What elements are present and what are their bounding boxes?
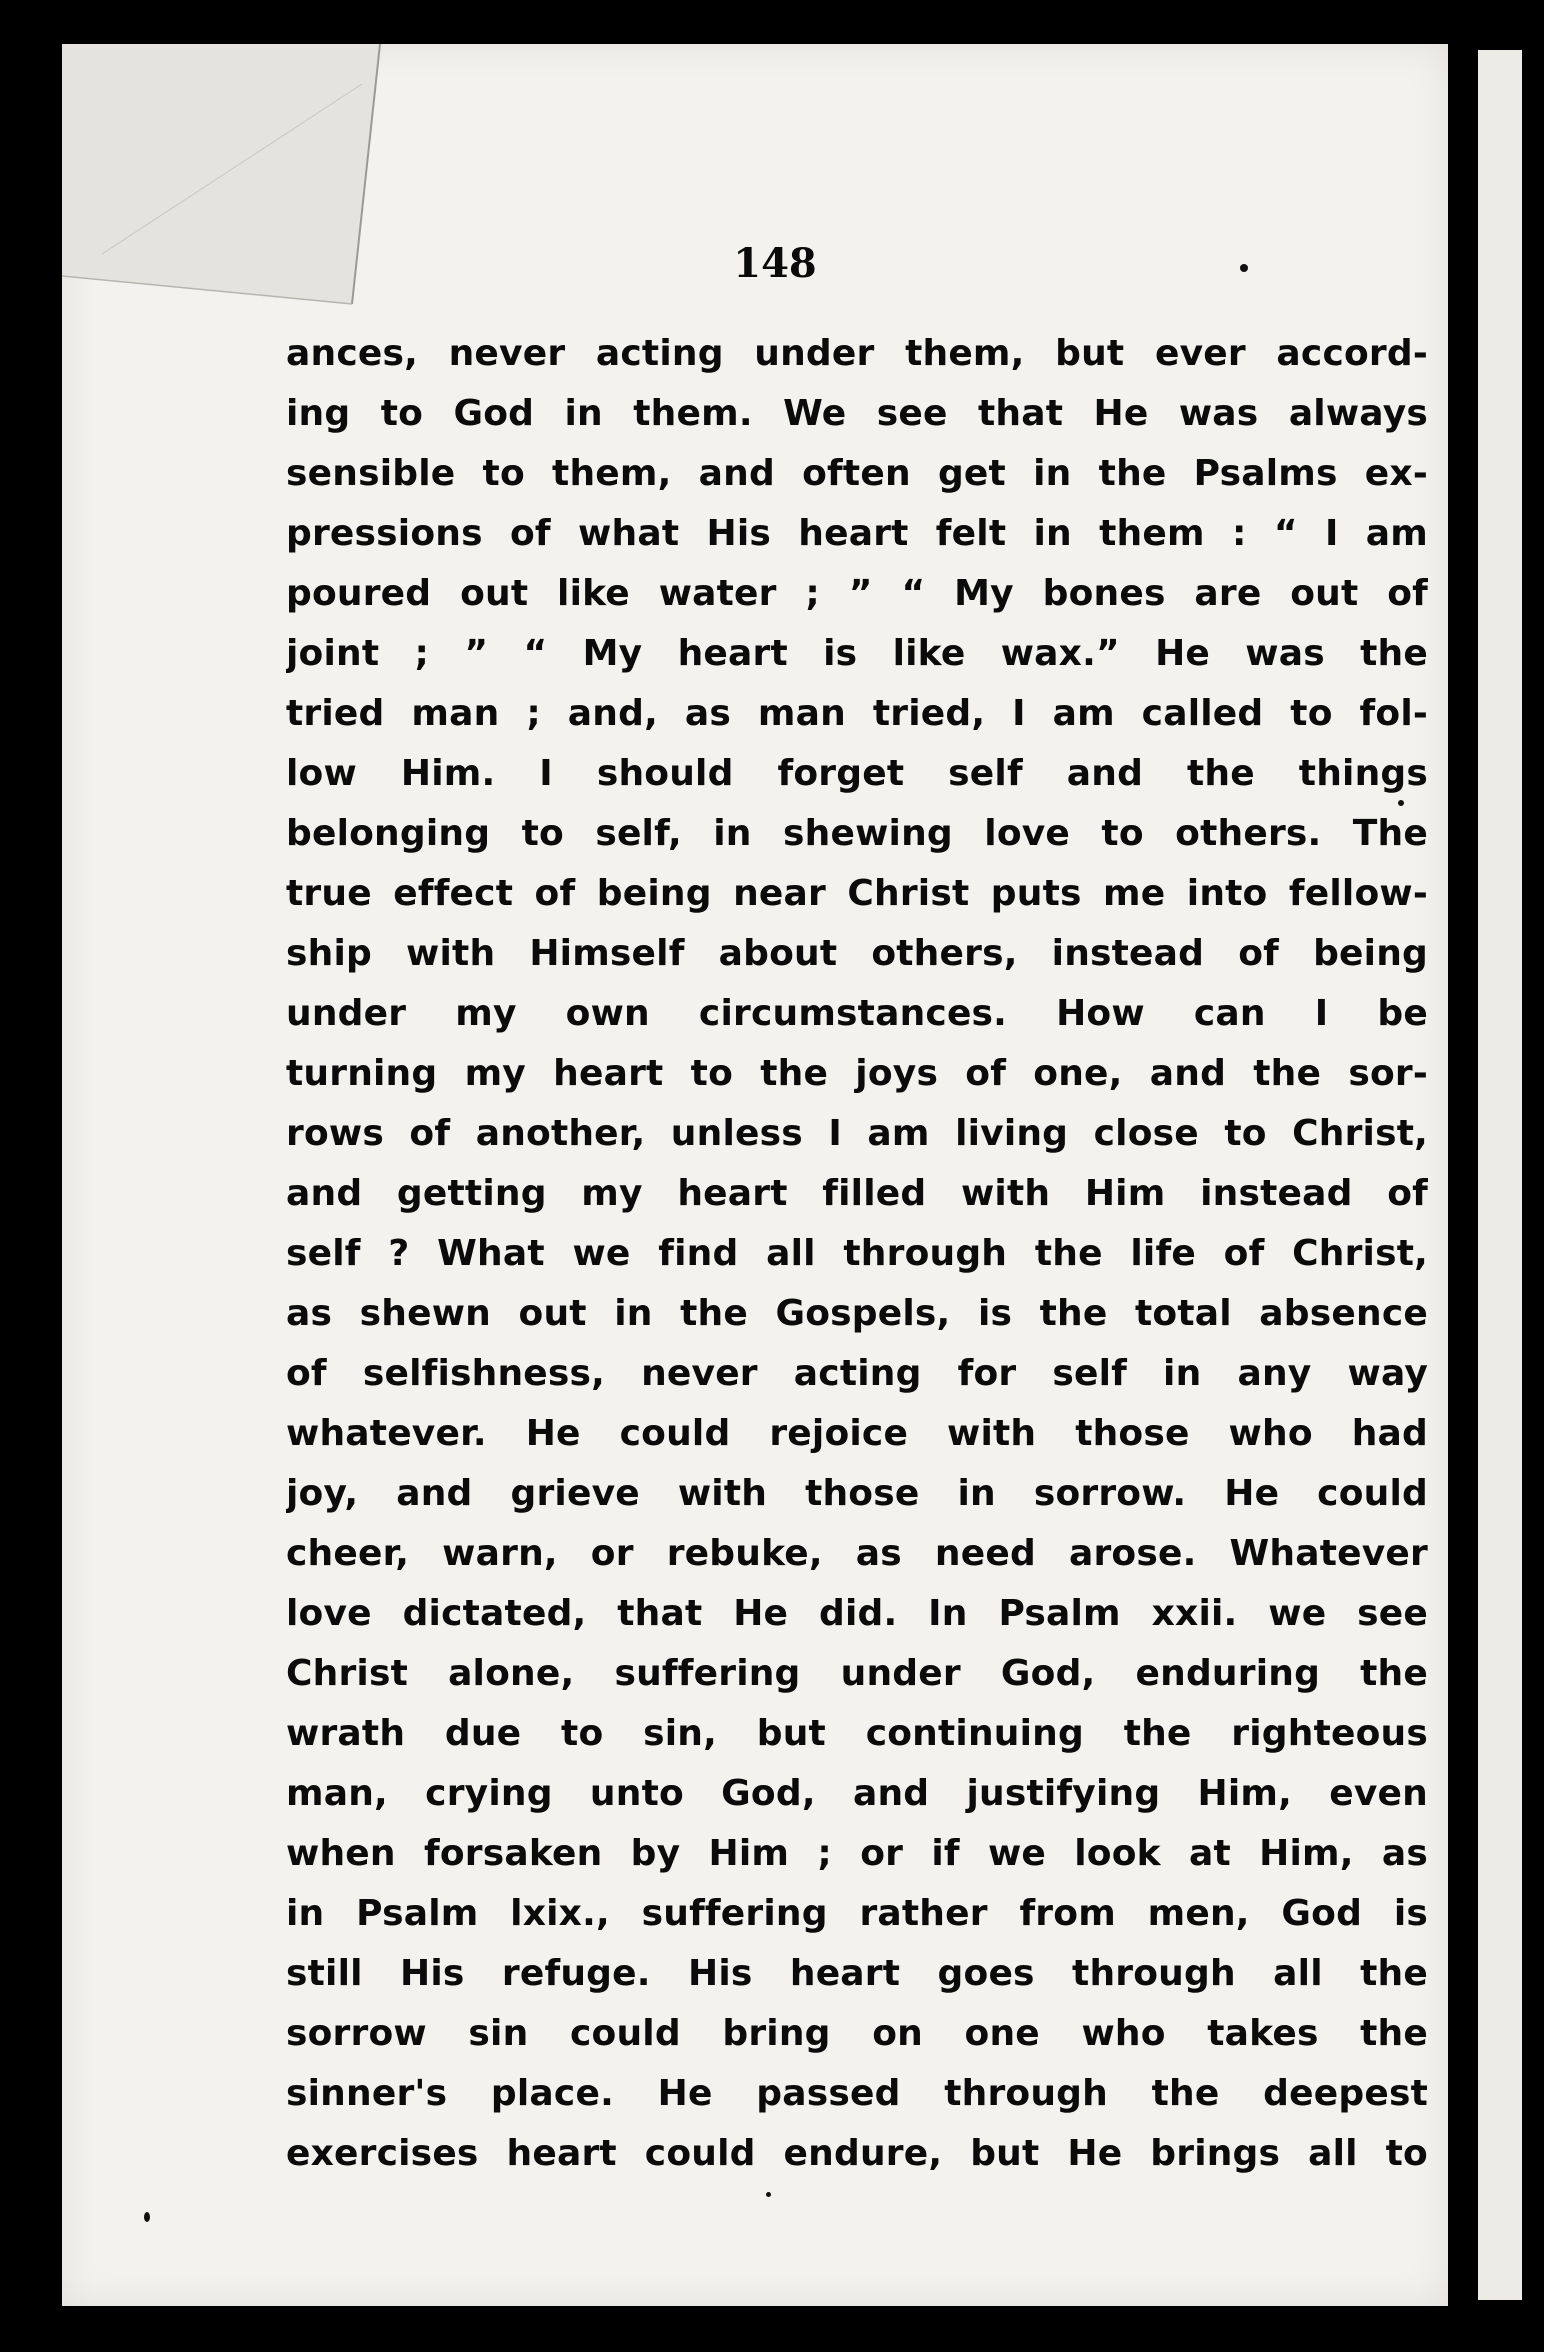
folded-corner [62, 44, 392, 334]
text-line: ing to God in them. We see that He was always [286, 393, 1428, 434]
text-line: joint ; ” “ My heart is like wax.” He was the [286, 633, 1428, 674]
body-text [286, 324, 1428, 2184]
text-line: of selfishness, never acting for self in any way [286, 1353, 1428, 1394]
text-line: still His refuge. His heart goes through all the [286, 1953, 1428, 1994]
text-line: low Him. I should forget self and the things [286, 753, 1428, 794]
text-line: cheer, warn, or rebuke, as need arose. Whatever [286, 1533, 1428, 1574]
text-line: when forsaken by Him ; or if we look at Him, as [286, 1833, 1428, 1874]
adjacent-page-edge [1478, 50, 1522, 2300]
text-line: wrath due to sin, but continuing the righteous [286, 1713, 1428, 1754]
text-line: rows of another, unless I am living close to Christ, [286, 1113, 1428, 1154]
text-line: and getting my heart filled with Him instead of [286, 1173, 1428, 1214]
text-line: self ? What we find all through the life of Christ, [286, 1233, 1428, 1274]
text-line: sinner's place. He passed through the deepest [286, 2073, 1428, 2114]
text-line: belonging to self, in shewing love to others. The [286, 813, 1428, 854]
ink-speck [144, 2212, 150, 2222]
text-line: poured out like water ; ” “ My bones are out of [286, 573, 1428, 614]
text-line: whatever. He could rejoice with those who had [286, 1413, 1428, 1454]
text-line: sorrow sin could bring on one who takes the [286, 2013, 1428, 2054]
text-line: ances, never acting under them, but ever accord- [286, 333, 1428, 374]
text-line: tried man ; and, as man tried, I am called to fol- [286, 693, 1428, 734]
text-line: love dictated, that He did. In Psalm xxii. we see [286, 1593, 1428, 1634]
text-line: Christ alone, suffering under God, enduring the [286, 1653, 1428, 1694]
page-number: 148 [733, 240, 817, 287]
ink-speck [766, 2192, 771, 2197]
book-page [62, 44, 1448, 2306]
text-line: ship with Himself about others, instead of being [286, 933, 1428, 974]
text-line: in Psalm lxix., suffering rather from men, God is [286, 1893, 1428, 1934]
text-line: under my own circumstances. How can I be [286, 993, 1428, 1034]
text-line: sensible to them, and often get in the Psalms ex- [286, 453, 1428, 494]
text-line: as shewn out in the Gospels, is the total absence [286, 1293, 1428, 1334]
text-line: true effect of being near Christ puts me into fellow- [286, 873, 1428, 914]
text-line: turning my heart to the joys of one, and the sor- [286, 1053, 1428, 1094]
text-line: exercises heart could endure, but He brings all to [286, 2133, 1428, 2174]
text-line: joy, and grieve with those in sorrow. He could [286, 1473, 1428, 1514]
text-line: pressions of what His heart felt in them : “ I am [286, 513, 1428, 554]
text-line: man, crying unto God, and justifying Him, even [286, 1773, 1428, 1814]
